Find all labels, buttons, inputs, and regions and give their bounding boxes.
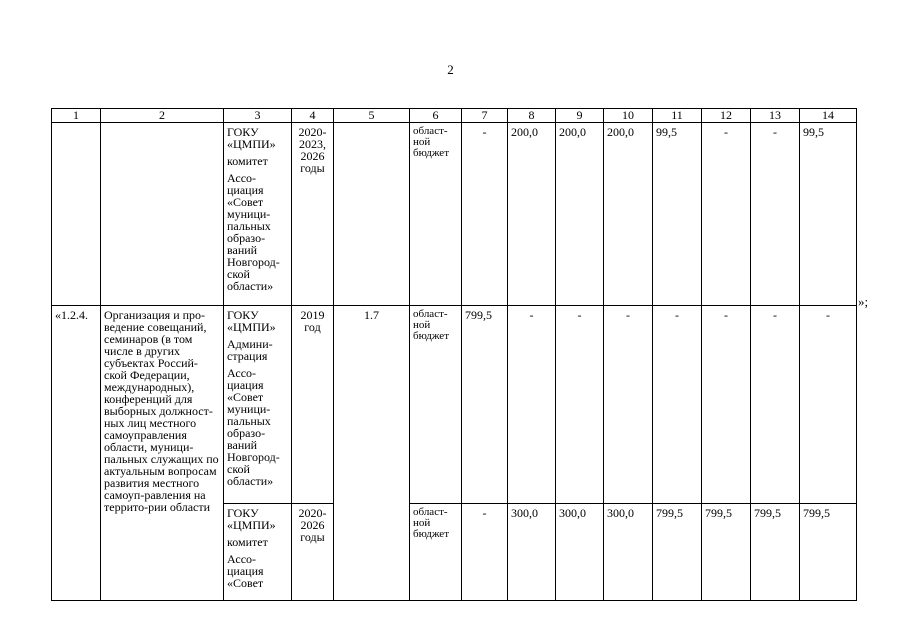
executor: ГОКУ «ЦМПИ»: [227, 506, 276, 532]
executors-cell: [224, 123, 292, 306]
executors-cell: [224, 306, 292, 504]
executor: ГОКУ «ЦМПИ»: [227, 308, 276, 334]
value-cell: -: [751, 123, 800, 306]
executor: комитет: [227, 535, 268, 549]
indicator-cell: 1.7: [334, 306, 410, 601]
col-header: 4: [292, 109, 334, 123]
source-cell: област-ной бюджет: [410, 306, 462, 504]
header-row: [52, 109, 857, 123]
col-header: 8: [508, 109, 556, 123]
value-cell: 799,5: [751, 504, 800, 601]
executor: Админи-страция: [227, 337, 273, 363]
executor: ГОКУ «ЦМПИ»: [227, 125, 276, 151]
value-cell: -: [653, 306, 702, 504]
value-cell: 799,5: [702, 504, 751, 601]
executor: Ассо-циация «Совет муници-пальных образо-ваний Новгород-ской области»: [227, 171, 280, 293]
value-cell: -: [556, 306, 604, 504]
value-cell: 799,5: [800, 504, 857, 601]
col-header: 14: [800, 109, 857, 123]
source-cell: област-ной бюджет: [410, 504, 462, 601]
col-header: 6: [410, 109, 462, 123]
executors-cell: [224, 504, 292, 601]
value-cell: -: [702, 306, 751, 504]
indicator-cell: [334, 123, 410, 306]
value-cell: 200,0: [508, 123, 556, 306]
page-number: 2: [447, 62, 454, 77]
table-row: [52, 306, 857, 504]
period-cell: 2020-2026 годы: [292, 504, 334, 601]
period-cell: 2020-2023, 2026 годы: [292, 123, 334, 306]
value-cell: 200,0: [604, 123, 653, 306]
col-header: 10: [604, 109, 653, 123]
value-cell: 300,0: [508, 504, 556, 601]
col-header: 11: [653, 109, 702, 123]
value-cell: -: [508, 306, 556, 504]
period-cell: 2019 год: [292, 306, 334, 504]
table-row: [52, 123, 857, 306]
name-cell: Организация и про-ведение совещаний, семинаров (в том числе в других субъектах Россий-ской Федерации, международных), конференций для выборных должност-ных лиц местного самоуправления области, муници-пальных служащих по актуальным вопросам развития местного самоуп-равления на террито-рии области: [101, 306, 224, 601]
col-header: 3: [224, 109, 292, 123]
value-cell: 99,5: [653, 123, 702, 306]
col-header: 9: [556, 109, 604, 123]
value-cell: -: [462, 123, 508, 306]
value-cell: 200,0: [556, 123, 604, 306]
executor: Ассо-циация «Совет: [227, 552, 264, 590]
executor: комитет: [227, 154, 268, 168]
executor: Ассо-циация «Совет муници-пальных образо-ваний Новгород-ской области»: [227, 366, 280, 488]
value-cell: -: [604, 306, 653, 504]
value-cell: -: [702, 123, 751, 306]
value-cell: 300,0: [556, 504, 604, 601]
value-cell: 799,5: [462, 306, 508, 504]
col-header: 5: [334, 109, 410, 123]
col-header: 1: [52, 109, 101, 123]
value-cell: -: [800, 306, 857, 504]
col-header: 13: [751, 109, 800, 123]
number-cell: [52, 123, 101, 306]
value-cell: 799,5: [653, 504, 702, 601]
number-cell: «1.2.4.: [52, 306, 101, 601]
col-header: 7: [462, 109, 508, 123]
col-header: 12: [702, 109, 751, 123]
closing-quote-mark: »;: [858, 294, 869, 309]
value-cell: -: [751, 306, 800, 504]
col-header: 2: [101, 109, 224, 123]
value-cell: 99,5: [800, 123, 857, 306]
value-cell: -: [462, 504, 508, 601]
source-cell: област-ной бюджет: [410, 123, 462, 306]
budget-table: [51, 108, 857, 601]
value-cell: 300,0: [604, 504, 653, 601]
name-cell: [101, 123, 224, 306]
